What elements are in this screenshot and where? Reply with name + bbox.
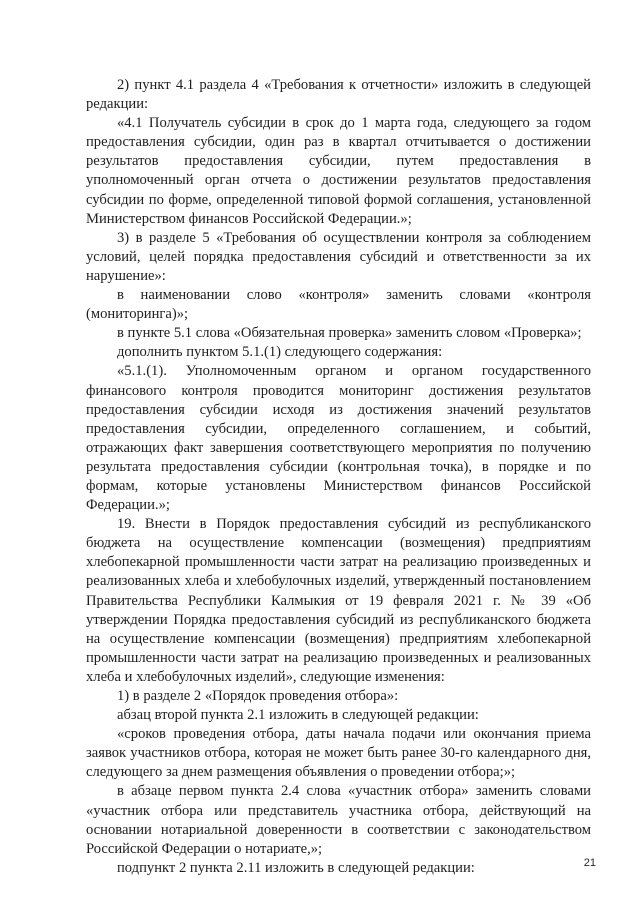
paragraph-item-2-4-change: в абзаце первом пункта 2.4 слова «участник отбора» заменить словами «участник отбора или представитель участника отбора, действующий на основании нотариальной доверенности в соответствии с законодательством Российской Федерации о нотариате,»; xyxy=(86,783,591,857)
page-number: 21 xyxy=(583,857,596,869)
paragraph-item-2-1-change: абзац второй пункта 2.1 изложить в следующей редакции: xyxy=(117,707,479,724)
paragraph-section-19: 19. Внести в Порядок предоставления субсидий из республиканского бюджета на осуществление компенсации (возмещения) предприятиям хлебопекарной промышленности части затрат на реализацию произведенных и реализованных хлеба и хлебобулочных изделий, утвержденный постановлением Правительства Республики Калмыкия от 19 февраля 2021 г. № 39 «Об утверждении Порядка предоставления субсидий из республиканского бюджета на осуществление компенсации (возмещения) предприятиям хлебопекарной промышленности части затрат на реализацию произведенных и реализованных хлеба и хлебобулочных изделий», следующие изменения: xyxy=(86,516,591,685)
paragraph-quote-2-1: «сроков проведения отбора, даты начала подачи или окончания приема заявок участников отбора, которая не может быть ранее 30-го календарного дня, следующего за днем размещения объявления о проведении отбора;»; xyxy=(86,726,591,781)
document-body xyxy=(86,76,591,878)
paragraph-quote-4-1: «4.1 Получатель субсидии в срок до 1 марта года, следующего за годом предоставления субсидии, один раз в квартал отчитывается о достижении результатов предоставления субсидии, путем предоставления в уполномоченный орган отчета о достижении результатов предоставления субсидии по форме, определенной типовой формой соглашения, установленной Министерством финансов Российской Федерации.»; xyxy=(86,115,591,227)
paragraph-title-change: в наименовании слово «контроля» заменить словами «контроля (мониторинга)»; xyxy=(86,287,591,323)
paragraph-item-5-amendment: 3) в разделе 5 «Требования об осуществлении контроля за соблюдением условий, целей порядка предоставления субсидий и ответственности за их нарушение»: xyxy=(86,229,591,284)
paragraph-section-2-change: 1) в разделе 2 «Порядок проведения отбора»: xyxy=(117,688,399,704)
paragraph-add-5-1-1: дополнить пунктом 5.1.(1) следующего содержания: xyxy=(117,344,443,361)
paragraph-item-4-amendment: 2) пункт 4.1 раздела 4 «Требования к отчетности» изложить в следующей редакции: xyxy=(86,77,591,113)
paragraph-quote-5-1-1: «5.1.(1). Уполномоченным органом и органом государственного финансового контроля проводится мониторинг достижения результатов предоставления субсидии исходя из достижения значений результатов предоставления субсидии, определенного соглашением, и событий, отражающих факт завершения соответствующего мероприятия по получению результата предоставления субсидии (контрольная точка), в порядке и по формам, которые установлены Министерством финансов Российской Федерации.»; xyxy=(86,363,591,514)
paragraph-item-5-1-change: в пункте 5.1 слова «Обязательная проверка» заменить словом «Проверка»; xyxy=(117,325,582,342)
paragraph-item-2-11-change: подпункт 2 пункта 2.11 изложить в следующей редакции: xyxy=(117,859,475,876)
